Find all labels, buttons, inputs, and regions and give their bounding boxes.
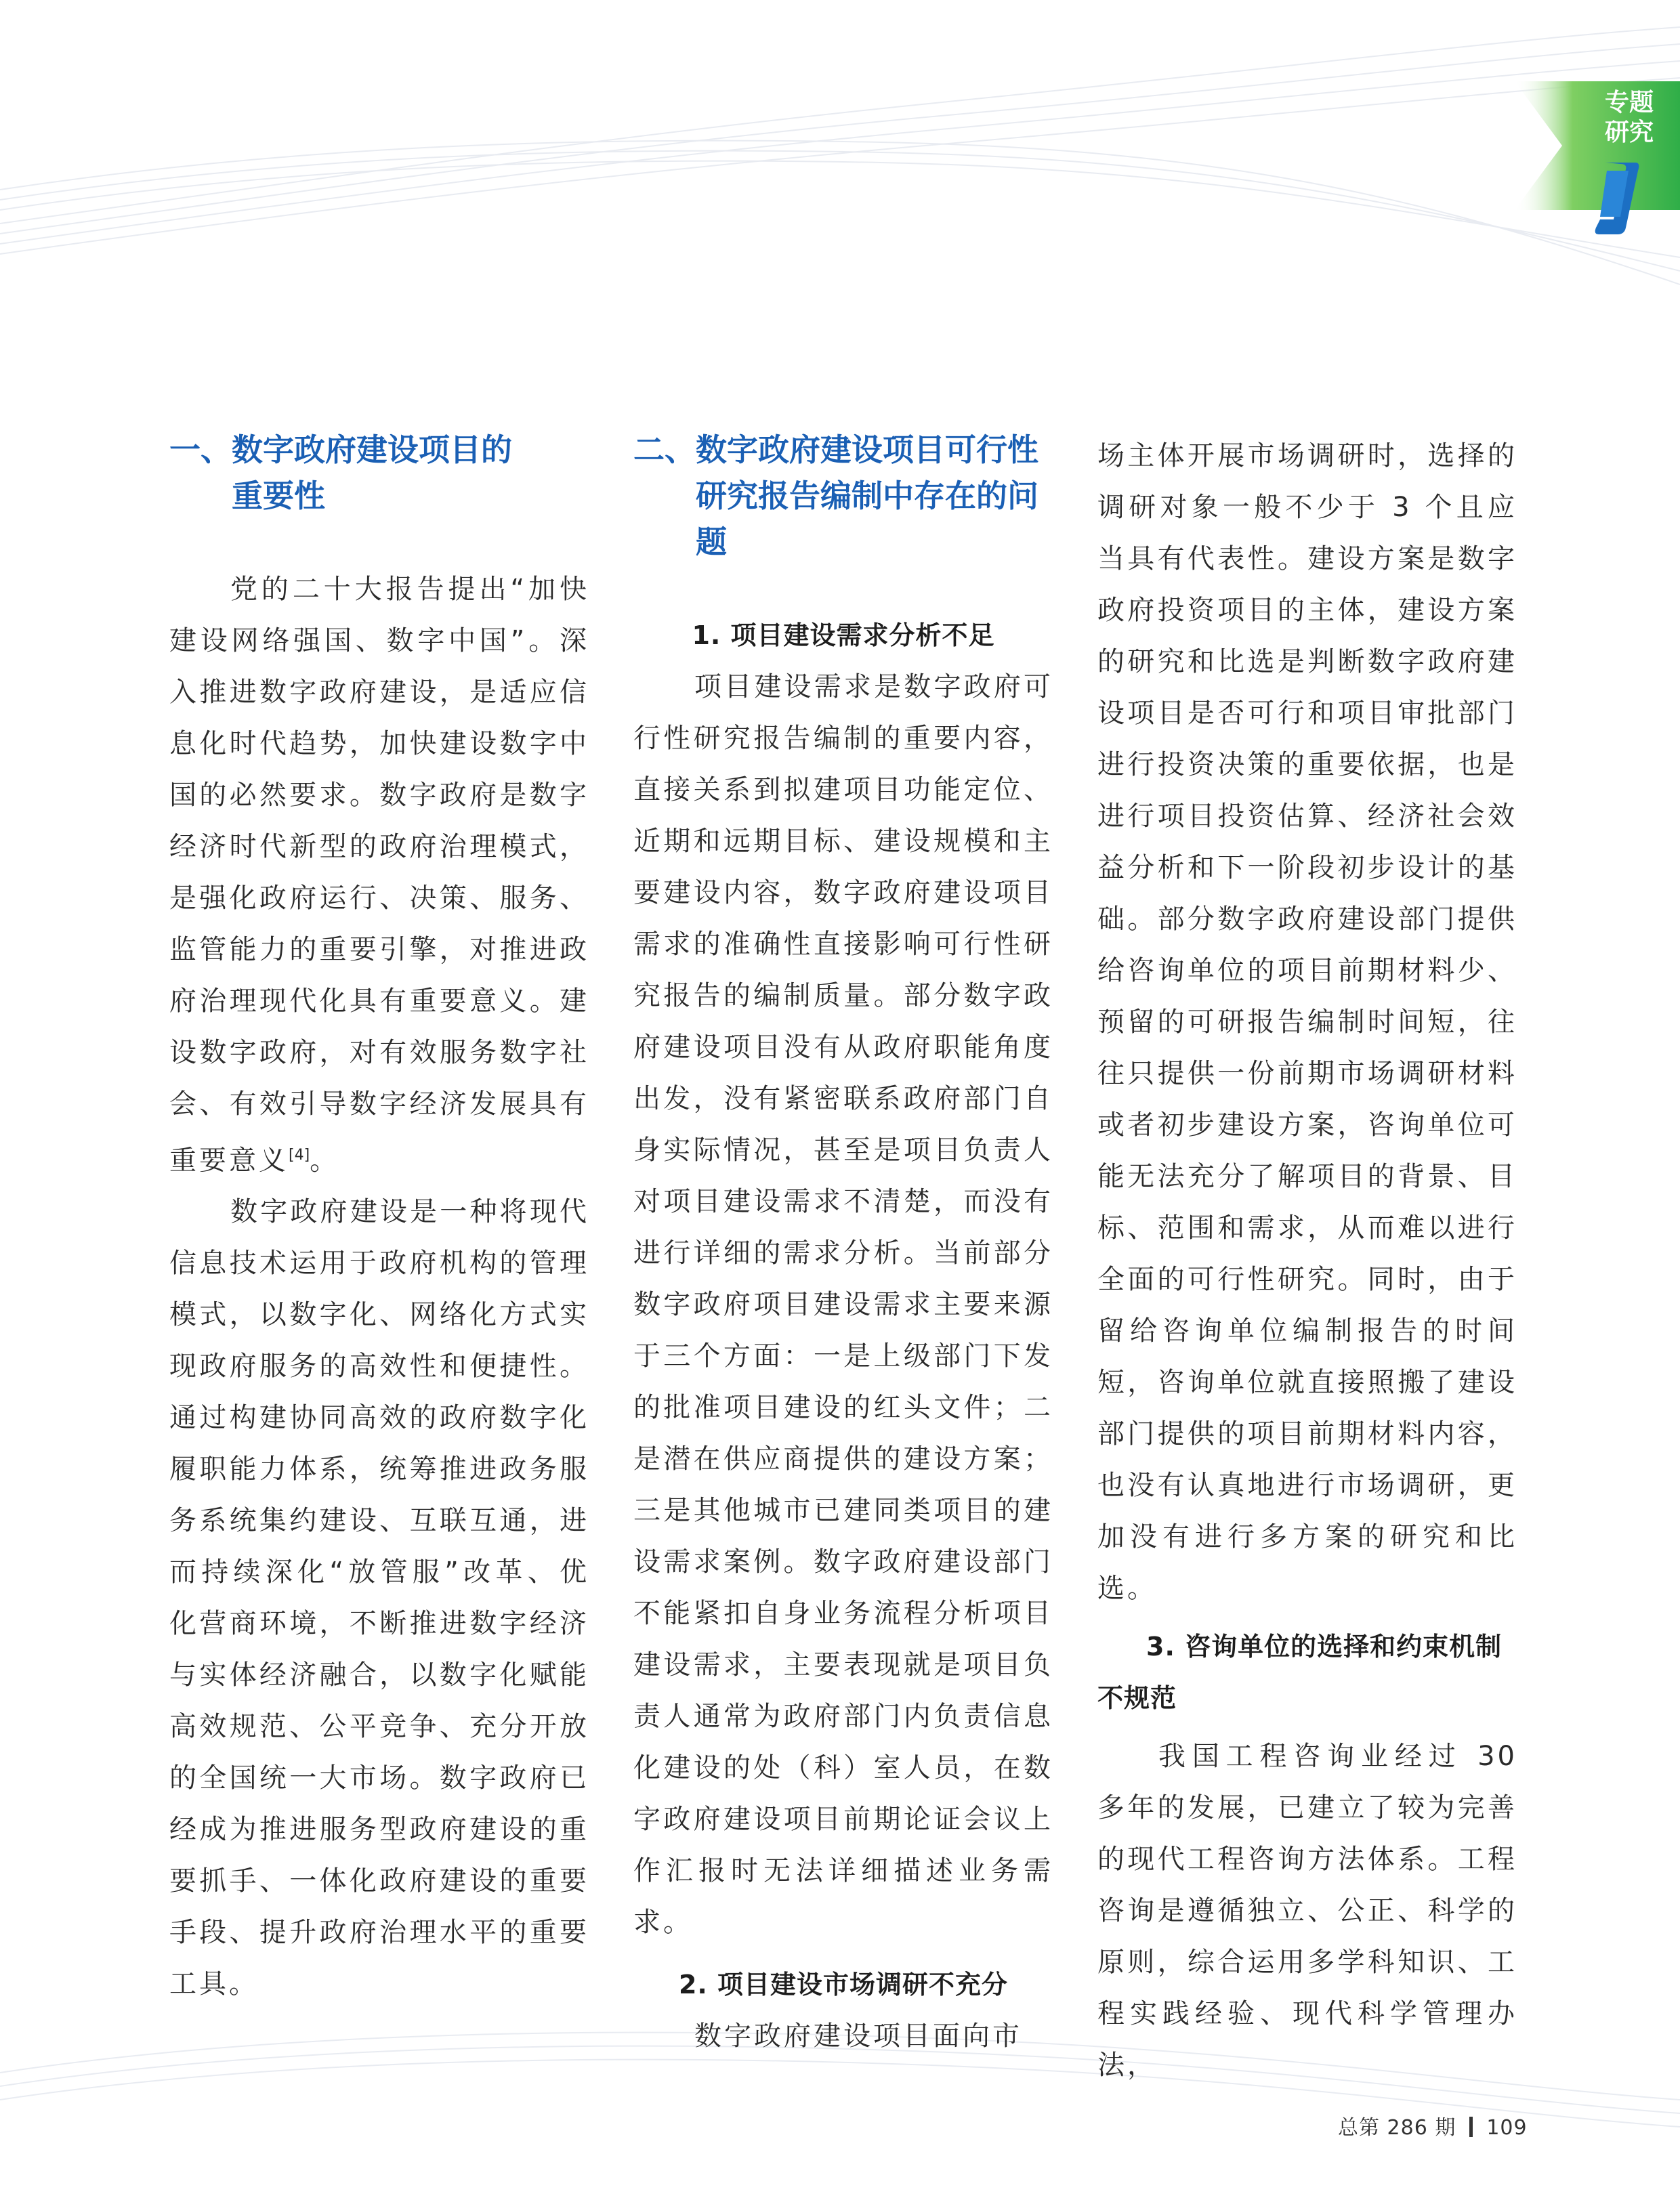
footer-divider: [1469, 2117, 1473, 2137]
subheading-1: 1. 项目建设需求分析不足: [692, 620, 995, 650]
page-footer: [1338, 2111, 1528, 2140]
subheading-3: 3. 咨询单位的选择和约束机制不规范: [1097, 1632, 1503, 1713]
paragraph: 数字政府建设项目面向市: [694, 2021, 1022, 2052]
section-heading-1-line1: 一、数字政府建设项目的: [169, 431, 512, 468]
subheading-2: 2. 项目建设市场调研不充分: [678, 1970, 1009, 2000]
section-tab-label: [1585, 88, 1673, 148]
paragraph: 项目建设需求是数字政府可行性研究报告编制的重要内容，直接关系到拟建项目功能定位、近期和远期目标、建设规模和主要建设内容，数字政府建设项目需求的准确性直接影响可行性研究报告的编制质量。部分数字政府建设项目没有从政府职能角度出发，没有紧密联系政府部门自身实际情况，甚至是项目负责人对项目建设需求不清楚，而没有进行详细的需求分析。当前部分数字政府项目建设需求主要来源于三个方面：一是上级部门下发的批准项目建设的红头文件；二是潜在供应商提供的建设方案；三是其他城市已建同类项目的建设需求案例。数字政府建设部门不能紧扣自身业务流程分析项目建设需求，主要表现就是项目负责人通常为政府部门内负责信息化建设的处（科）室人员，在数字政府建设项目前期论证会议上作汇报时无法详细描述业务需求。: [633, 671, 1053, 1938]
section-tab-line1: 专题: [1604, 89, 1654, 117]
section-tab-line2: 研究: [1604, 119, 1654, 146]
paragraph: 数字政府建设是一种将现代信息技术运用于政府机构的管理模式，以数字化、网络化方式实现政府服务的高效性和便捷性。通过构建协同高效的政府数字化履职能力体系，统筹推进政务服务系统集约建设、互联互通，进而持续深化“放管服”改革、优化营商环境，不断推进数字经济与实体经济融合，以数字化赋能高效规范、公平竞争、充分开放的全国统一大市场。数字政府已经成为推进服务型政府建设的重要抓手、一体化政府建设的重要手段、提升政府治理水平的重要工具。: [169, 1196, 589, 2000]
paragraph: [169, 564, 589, 1186]
section-heading-2-line2: 研究报告编制中存在的问题: [696, 478, 1038, 560]
paragraph: 我国工程咨询业经过 30 多年的发展，已建立了较为完善的现代工程咨询方法体系。工程咨询是遵循独立、公正、科学的原则，综合运用多学科知识、工程实践经验、现代科学管理办法，: [1097, 1741, 1517, 2081]
section-heading-1-line2: 重要性: [232, 478, 325, 514]
issue-number: 总第 286 期: [1338, 2116, 1456, 2140]
page-number: 109: [1486, 2116, 1528, 2140]
column-2: [633, 427, 1053, 2062]
paragraph: 场主体开展市场调研时，选择的调研对象一般不少于 3 个且应当具有代表性。建设方案是数字政府投资项目的主体，建设方案的研究和比选是判断数字政府建设项目是否可行和项目审批部门进行投资决策的重要依据，也是进行项目投资估算、经济社会效益分析和下一阶段初步设计的基础。部分数字政府建设部门提供给咨询单位的项目前期材料少、预留的可研报告编制时间短，往往只提供一份前期市场调研材料或者初步建设方案，咨询单位可能无法充分了解项目的背景、目标、范围和需求，从而难以进行全面的可行性研究。同时，由于留给咨询单位编制报告的时间短，咨询单位就直接照搬了建设部门提供的项目前期材料内容，也没有认真地进行市场调研，更加没有进行多方案的研究和比选。: [1097, 440, 1517, 1604]
column-3: [1097, 430, 1517, 2091]
scroll-icon: [1593, 157, 1641, 238]
reference-marker: [4]: [289, 1147, 310, 1164]
column-1: [169, 427, 589, 2010]
section-heading-2-line1: 二、数字政府建设项目可行性: [633, 431, 1038, 468]
paragraph-text-end: 。: [310, 1145, 340, 1177]
paragraph-text: 党的二十大报告提出“加快建设网络强国、数字中国”。深入推进数字政府建设，是适应信息化时代趋势，加快建设数字中国的必然要求。数字政府是数字经济时代新型的政府治理模式，是强化政府运行、决策、服务、监管能力的重要引擎，对推进政府治理现代化具有重要意义。建设数字政府，对有效服务数字社会、有效引导数字经济发展具有重要意义: [169, 574, 589, 1177]
section-heading-2: [633, 427, 1053, 565]
section-heading-1: [169, 427, 589, 519]
